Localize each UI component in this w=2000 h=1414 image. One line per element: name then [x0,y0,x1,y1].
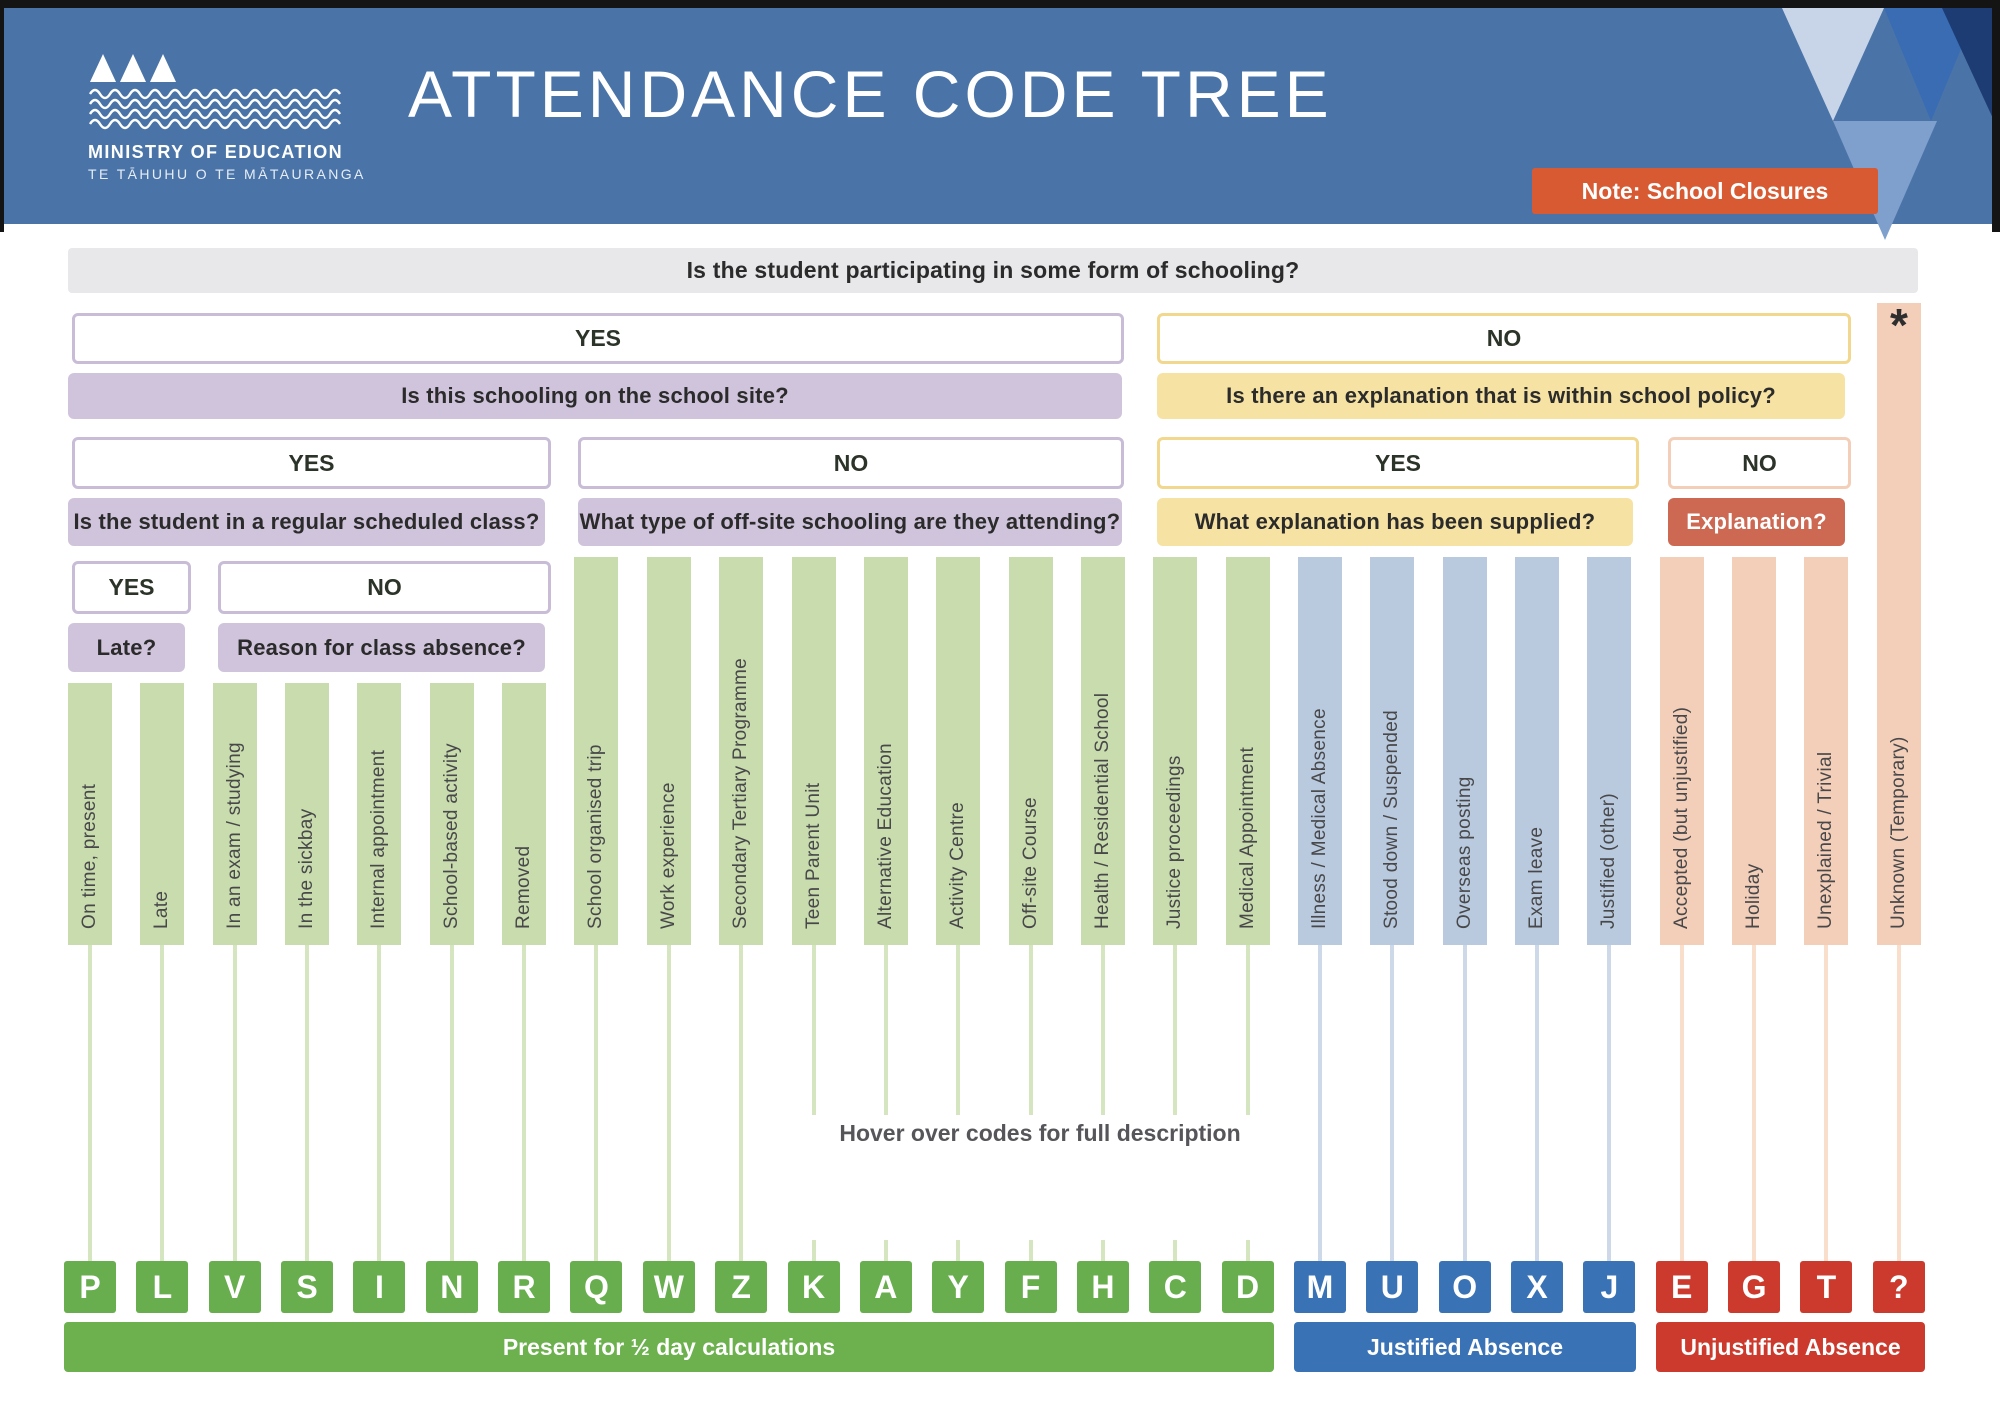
connector-line [88,945,92,1261]
bar-label: Health / Residential School [1091,692,1113,929]
connector-line [233,945,237,1261]
bar-I [357,683,401,945]
bar-label: Holiday [1743,863,1765,929]
connector-line [1318,945,1322,1261]
page-title: ATTENDANCE CODE TREE [408,57,1333,131]
code-W[interactable]: W [643,1261,695,1313]
question-on-site: Is this schooling on the school site? [68,373,1122,419]
bar-N [430,683,474,945]
root-yes-answer: YES [72,313,1124,364]
legend-present: Present for ½ day calculations [64,1322,1274,1372]
bar-Z [719,557,763,945]
legend-justified: Justified Absence [1294,1322,1636,1372]
connector-line [1029,945,1033,1115]
school-closures-note-button[interactable]: Note: School Closures [1532,168,1878,214]
band-class-absence-reason: Reason for class absence? [218,623,545,672]
code-E[interactable]: E [1656,1261,1708,1313]
ministry-name: MINISTRY OF EDUCATION [88,142,344,162]
bar-label: School organised trip [585,744,607,929]
code-Q[interactable]: Q [570,1261,622,1313]
bar-label: Unknown (Temporary) [1887,736,1909,929]
bar-F [1009,557,1053,945]
bar-V [213,683,257,945]
bar-label: Accepted (but unjustified) [1670,706,1692,929]
connector-line [594,945,598,1261]
question-explanation-policy: Is there an explanation that is within school policy? [1157,373,1845,419]
bar-U [1370,557,1414,945]
bar-label: Illness / Medical Absence [1308,708,1330,929]
top-border [0,0,2000,8]
code-S[interactable]: S [281,1261,333,1313]
question-explanation-supplied: What explanation has been supplied? [1157,498,1633,546]
root-question: Is the student participating in some form of schooling? [68,248,1918,293]
code-K[interactable]: K [788,1261,840,1313]
connector-line [1173,1240,1177,1261]
bar-L [140,683,184,945]
question-offsite-type: What type of off-site schooling are they attending? [578,498,1122,546]
connector-line [956,945,960,1115]
bar-label: Activity Centre [947,802,969,929]
code-O[interactable]: O [1439,1261,1491,1313]
legend-unjustified: Unjustified Absence [1656,1322,1925,1372]
bar-J [1587,557,1631,945]
bar-X [1515,557,1559,945]
left-border [0,0,4,232]
bar-label: In an exam / studying [223,742,245,929]
bar-label: Justified (other) [1598,792,1620,929]
band-late: Late? [68,623,185,672]
bar-D [1226,557,1270,945]
onsite-yes-answer: YES [72,437,551,489]
ministry-logo-icon [88,50,344,132]
code-D[interactable]: D [1222,1261,1274,1313]
code-P[interactable]: P [64,1261,116,1313]
root-no-answer: NO [1157,313,1851,364]
code-Z[interactable]: Z [715,1261,767,1313]
connector-line [305,945,309,1261]
bar-label: Justice proceedings [1164,755,1186,929]
code-V[interactable]: V [209,1261,261,1313]
bar-label: Removed [513,845,535,929]
bar-label: Late [151,890,173,929]
question-regular-class: Is the student in a regular scheduled class? [68,498,545,546]
connector-line [1680,945,1684,1261]
bar-Y [936,557,980,945]
code-N[interactable]: N [426,1261,478,1313]
code-M[interactable]: M [1294,1261,1346,1313]
right-border [1992,0,2000,232]
bar-label: Exam leave [1526,826,1547,929]
connector-line [667,945,671,1261]
connector-line [522,945,526,1261]
connector-line [160,945,164,1261]
footnote-asterisk: * [1890,299,1908,351]
policy-no-answer: NO [1668,437,1851,489]
code-X[interactable]: X [1511,1261,1563,1313]
bar-label: Unexplained / Trivial [1815,751,1837,929]
connector-line [1173,945,1177,1115]
code-C[interactable]: C [1149,1261,1201,1313]
bar-label: In the sickbay [296,808,318,929]
bar-label: Alternative Education [874,743,896,929]
bar-label: Off-site Course [1019,797,1041,929]
code-T[interactable]: T [1800,1261,1852,1313]
connector-line [1029,1240,1033,1261]
code-Y[interactable]: Y [932,1261,984,1313]
connector-line [1246,1240,1250,1261]
bar-M [1298,557,1342,945]
bar-unknown [1877,303,1921,945]
bar-Q [574,557,618,945]
connector-line [1824,945,1828,1261]
code-unknown[interactable]: ? [1873,1261,1925,1313]
bar-C [1153,557,1197,945]
code-H[interactable]: H [1077,1261,1129,1313]
connector-line [1101,1240,1105,1261]
connector-line [884,945,888,1115]
bar-S [285,683,329,945]
band-explanation-none: Explanation? [1668,498,1845,546]
bar-label: Stood down / Suspended [1381,710,1403,929]
connector-line [1752,945,1756,1261]
regular-yes-answer: YES [72,561,191,614]
ministry-name-maori: TE TĀHUHU O TE MĀTAURANGA [88,166,366,182]
bar-P [68,683,112,945]
bar-label: Overseas posting [1453,776,1475,929]
connector-line [1463,945,1467,1261]
code-F[interactable]: F [1005,1261,1057,1313]
bar-O [1443,557,1487,945]
code-A[interactable]: A [860,1261,912,1313]
bar-label: Internal appointment [368,749,390,929]
bar-E [1660,557,1704,945]
ministry-logo [88,50,368,182]
connector-line [1535,945,1539,1261]
bar-G [1732,557,1776,945]
connector-line [739,945,743,1261]
connector-line [812,945,816,1115]
connector-line [812,1240,816,1261]
code-G[interactable]: G [1728,1261,1780,1313]
bar-R [502,683,546,945]
code-J[interactable]: J [1583,1261,1635,1313]
connector-line [1390,945,1394,1261]
policy-yes-answer: YES [1157,437,1639,489]
connector-line [377,945,381,1261]
bar-label: Medical Appointment [1236,746,1258,929]
connector-line [1607,945,1611,1261]
code-R[interactable]: R [498,1261,550,1313]
hover-hint: Hover over codes for full description [839,1120,1241,1146]
bar-label: Work experience [657,782,679,929]
connector-line [450,945,454,1261]
bar-K [792,557,836,945]
bar-label: On time, present [79,783,100,929]
bar-label: School-based activity [440,743,462,929]
code-U[interactable]: U [1366,1261,1418,1313]
bar-T [1804,557,1848,945]
bar-H [1081,557,1125,945]
regular-no-answer: NO [218,561,551,614]
code-I[interactable]: I [353,1261,405,1313]
connector-line [884,1240,888,1261]
bar-A [864,557,908,945]
bar-W [647,557,691,945]
connector-line [1246,945,1250,1115]
code-L[interactable]: L [136,1261,188,1313]
connector-line [956,1240,960,1261]
bar-label: Teen Parent Unit [802,782,824,929]
connector-line [1897,945,1901,1261]
onsite-no-answer: NO [578,437,1124,489]
connector-line [1101,945,1105,1115]
bar-label: Secondary Tertiary Programme [730,658,752,929]
